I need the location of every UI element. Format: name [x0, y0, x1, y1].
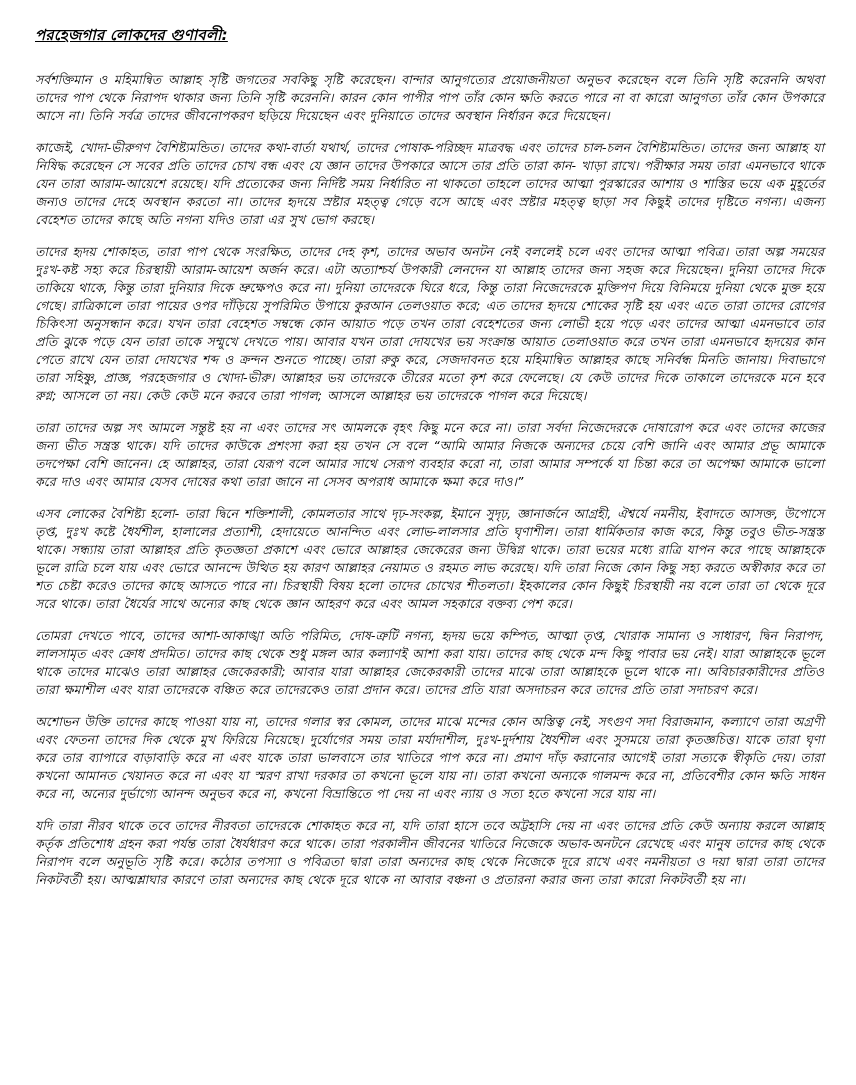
paragraph-characteristics-list: এসব লোকের বৈশিষ্ট্য হলো- তারা দ্বিনে শক্তিশালী, কোমলতার সাথে দৃঢ়-সংকল্প, ইমানে সুদৃঢ়, জ্ঞানার্জনে আগ্রহী, ঐশ্বর্যে নমনীয়, ইবাদতে আসক্ত, উপোসে তৃপ্ত, দুঃখ কষ্টে ধৈর্যশীল, হালালের প্রত্যাশী, হেদায়েতে আনন্দিত এবং লোভ-লালসার প্রতি ঘৃণাশীল। তারা ধার্মিকতার কাজ করে, কিন্তু তবুও ভীত-সন্ত্রস্ত থাকে। সন্ধ্যায় তারা আল্লাহর প্রতি কৃতজ্ঞতা প্রকাশে এবং ভোরে আল্লাহর জেকেরের জন্য উদ্বিগ্ন থাকে। তারা ভয়ের মধ্যে রাত্রি যাপন করে পাছে আল্লাহকে ভূলে রাত্রি চলে যায় এবং ভোরে আনন্দে উত্থিত হয় কারণ আল্লাহর নেয়ামত ও রহমত লাভ করেছে। যদি তারা নিজে কোন কিছু সহ্য করতে অস্বীকার করে তা শত চেষ্টা করেও তাদের কাছে আসতে পারে না। চিরস্থায়ী বিষয় হলো তাদের চোখের শীতলতা। ইহকালের কোন কিছুই চিরস্থায়ী নয় বলে তারা তা থেকে দূরে সরে থাকে। তারা ধৈর্যের সাথে অন্যের কাছ থেকে জ্ঞান আহরণ করে এবং আমল সহকারে বক্তব্য পেশ করে। [35, 506, 824, 611]
paragraph-gentle-speech: অশোভন উক্তি তাদের কাছে পাওয়া যায় না, তাদের গলার স্বর কোমল, তাদের মাঝে মন্দের কোন অস্তিত্ব নেই, সৎগুণ সদা বিরাজমান, কল্যাণে তারা অগ্রণী এবং ফেতনা তাদের দিক থেকে মুখ ফিরিয়ে নিয়েছে। দুর্যোগের সময় তারা মর্যাদাশীল, দুঃখ-দুর্দশায় ধৈর্যশীল এবং সুসময়ে তারা কৃতজ্ঞচিত্ত। যাকে তারা ঘৃণা করে তার ব্যাপারে বাড়াবাড়ি করে না এবং যাকে তারা ভালবাসে তার খাতিরে পাপ করে না। প্রমাণ দাঁড় করানোর আগেই তারা সত্যকে স্বীকৃতি দেয়। তারা কখনো আমানত খেয়ানত করে না এবং যা স্মরণ রাখা দরকার তা কখনো ভূলে যায় না। তারা কখনো অন্যকে গালমন্দ করে না, প্রতিবেশীর কোন ক্ষতি সাধন করে না, অন্যের দুর্ভাগ্যে আনন্দ অনুভব করে না, কখনো বিভ্রান্তিতে পা দেয় না এবং ন্যায় ও সত্য হতে কখনো সরে যায় না। [35, 714, 824, 801]
paragraph-modest-hopes: তোমরা দেখতে পাবে, তাদের আশা-আকাঙ্খা অতি পরিমিত, দোষ-ত্রুটি নগন্য, হৃদয় ভয়ে কম্পিত, আত্মা তৃপ্ত, খোরাক সামান্য ও সাধারণ, দ্বিন নিরাপদ, লালসামৃত এবং ক্রোধ প্রদমিত। তাদের কাছ থেকে শুধু মঙ্গল আর কল্যাণই আশা করা যায়। তাদের কাছ থেকে মন্দ কিছু পাবার ভয় নেই। যারা আল্লাহকে ভূলে থাকে তাদের মাঝেও তারা আল্লাহর জেকেরকারী; আবার যারা আল্লাহর জেকেরকারী তাদের মাঝে তারা আল্লাহকে ভূলে থাকে না। অবিচারকারীদের প্রতিও তারা ক্ষমাশীল এবং যারা তাদেরকে বঞ্চিত করে তাদেরকেও তারা প্রদান করে। তাদের প্রতি যারা অসদাচরন করে তাদের প্রতি তারা সদাচরণ করে। [35, 628, 824, 697]
paragraph-silence-and-patience: যদি তারা নীরব থাকে তবে তাদের নীরবতা তাদেরকে শোকাহত করে না, যদি তারা হাসে তবে অট্টহাসি দেয় না এবং তাদের প্রতি কেউ অন্যায় করলে আল্লাহ কর্তৃক প্রতিশোধ গ্রহন করা পর্যন্ত তারা ধৈর্যধারণ করে থাকে। তারা পরকালীন জীবনের খাতিরে নিজেকে অভাব-অনটনে রেখেছে এবং মানুষ তাদের কাছ থেকে নিরাপদ বলে অনুভূতি সৃষ্টি করে। কঠোর তপস্যা ও পবিত্রতা দ্বারা তারা অন্যদের কাছ থেকে নিজেকে দূরে রাখে এবং নমনীয়তা ও দয়া দ্বারা তারা তাদের নিকটবর্তী হয়। আত্মশ্লাঘার কারণে তারা অন্যদের কাছ থেকে দূরে থাকে না আবার বঞ্চনা ও প্রতারনা করার জন্য তারা কারো নিকটবর্তী হয় না। [35, 818, 824, 887]
paragraph-hearts-and-worship: তাদের হৃদয় শোকাহত, তারা পাপ থেকে সংরক্ষিত, তাদের দেহ কৃশ, তাদের অভাব অনটন নেই বললেই চলে এবং তাদের আত্মা পবিত্র। তারা অল্প সময়ের দুঃখ-কষ্ট সহ্য করে চিরস্থায়ী আরাম-আয়েশ অর্জন করে। এটা অত্যাশ্চর্য উপকারী লেনদেন যা আল্লাহ তাদের জন্য সহজ করে দিয়েছেন। দুনিয়া তাদের দিকে তাকিয়ে থাকে, কিন্তু তারা দুনিয়ার দিকে ভ্রুক্ষেপও করে না। দুনিয়া তাদেরকে ঘিরে ধরে, কিন্তু তারা নিজেদেরকে মুক্তিপণ দিয়ে বিনিময়ে দুনিয়া থেকে মুক্ত হয়ে গেছে। রাত্রিকালে তারা পায়ের ওপর দাঁড়িয়ে সুপরিমিত উপায়ে কুরআন তেলওয়াত করে; এত তাদের হৃদয়ে শোকের সৃষ্টি হয় এবং এতে তারা তাদের রোগের চিকিৎসা অনুসন্ধান করে। যখন তারা বেহেশত সম্বন্ধে কোন আয়াত পড়ে তখন তারা বেহেশতের জন্য লোভী হয়ে পড়ে এবং তাদের আত্মা এমনভাবে তার প্রতি ঝুকে পড়ে যেন তারা তাকে সম্মুখে দেখতে পায়। আবার যখন তারা দোযখের ভয় সংক্রান্ত আয়াত তেলাওয়াত করে তখন তারা এমনভাবে হৃদয়ের কান পেতে রাখে যেন তারা দোযখের শব্দ ও ক্রন্দন শুনতে পাচ্ছে। তারা রুকু করে, সেজদাবনত হয়ে মহিমান্বিত আল্লাহর কাছে সনির্বন্ধ মিনতি জানায়। দিবাভাগে তারা সহিষ্ণু, প্রাজ্ঞ, পরহেজগার ও খোদা-ভীরু। আল্লাহর ভয় তাদেরকে তীরের মতো কৃশ করে ফেলেছে। যে কেউ তাদের দিকে তাকালে তাদেরকে মনে হবে রুগ্ন; আসলে তা নয়। কেউ কেউ মনে করবে তারা পাগল; আসলে আল্লাহর ভয় তাদেরকে পাগল করে দিয়েছে। [35, 244, 824, 403]
paragraph-creation: সর্বশক্তিমান ও মহিমান্বিত আল্লাহ সৃষ্টি জগতের সবকিছু সৃষ্টি করেছেন। বান্দার আনুগত্যের প্রয়োজনীয়তা অনুভব করেছেন বলে তিনি সৃষ্টি করেননি অথবা তাদের পাপ থেকে নিরাপদ থাকার জন্য তিনি সৃষ্টি করেননি। কারন কোন পাপীর পাপ তাঁর কোন ক্ষতি করতে পারে না বা কারো আনুগত্য তাঁর কোন উপকারে আসে না। তিনি সর্বত্র তাদের জীবনোপকরণ ছড়িয়ে দিয়েছেন এবং দুনিয়াতে তাদের অবস্থান নির্ধারন করে দিয়েছেন। [35, 72, 824, 123]
paragraph-self-reproach: তারা তাদের অল্প সৎ আমলে সন্তুষ্ট হয় না এবং তাদের সৎ আমলকে বৃহৎ কিছু মনে করে না। তারা সর্বদা নিজেদেরকে দোষারোপ করে এবং তাদের কাজের জন্য ভীত সন্ত্রস্ত থাকে। যদি তাদের কাউকে প্রশংসা করা হয় তখন সে বলে “আমি আমার নিজকে অন্যদের চেয়ে বেশি জানি এবং আমার প্রভূ আমাকে তদপেক্ষা বেশি জানেন। হে আল্লাহর, তারা যেরূপ বলে আমার সাথে সেরূপ ব্যবহার করো না, তারা আমার সম্পর্কে যা চিন্তা করে তা অপেক্ষা আমাকে ভালো করে দাও এবং আমার যেসব দোষের কথা তারা জানে না সেসব অপরাধ আমাকে ক্ষমা করে দাও।” [35, 420, 824, 489]
document-body [35, 71, 824, 889]
paragraph-god-fearing-traits: কাজেই, খোদা-ভীরুগণ বৈশিষ্ট্যমন্ডিত। তাদের কথা-বার্তা যথার্থ, তাদের পোষাক-পরিচ্ছদ মাত্রবদ্ধ এবং তাদের চাল-চলন বৈশিষ্ট্যমন্ডিত। তাদের জন্য আল্লাহ যা নিষিদ্ধ করেছেন সে সবের প্রতি তাদের চোখ বন্ধ এবং যে জ্ঞান তাদের উপকারে আসে তার প্রতি তারা কান- খাড়া রাখে। পরীক্ষার সময় তারা এমনভাবে থাকে যেন তারা আরাম-আয়েশে রয়েছে। যদি প্রত্যেকের জন্য নির্দিষ্ট সময় নির্ধারিত না থাকতো তাহলে তাদের আত্মা পুরস্কারের আশায় ও শাস্তির ভয়ে এক মুহূর্তের জন্যও তাদের দেহে অবস্থান করতো না। তাদের হৃদয়ে স্রষ্টার মহত্ত্ব গেড়ে বসে আছে এবং স্রষ্টার মহত্ত্ব ছাড়া সব কিছুই তাদের দৃষ্টিতে নগন্য। এজন্য বেহেশত তাদের কাছে অতি নগন্য যদিও তারা এর সুখ ভোগ করছে। [35, 140, 824, 227]
document-title: পরহেজগার লোকদের গুণাবলী: [35, 26, 228, 44]
